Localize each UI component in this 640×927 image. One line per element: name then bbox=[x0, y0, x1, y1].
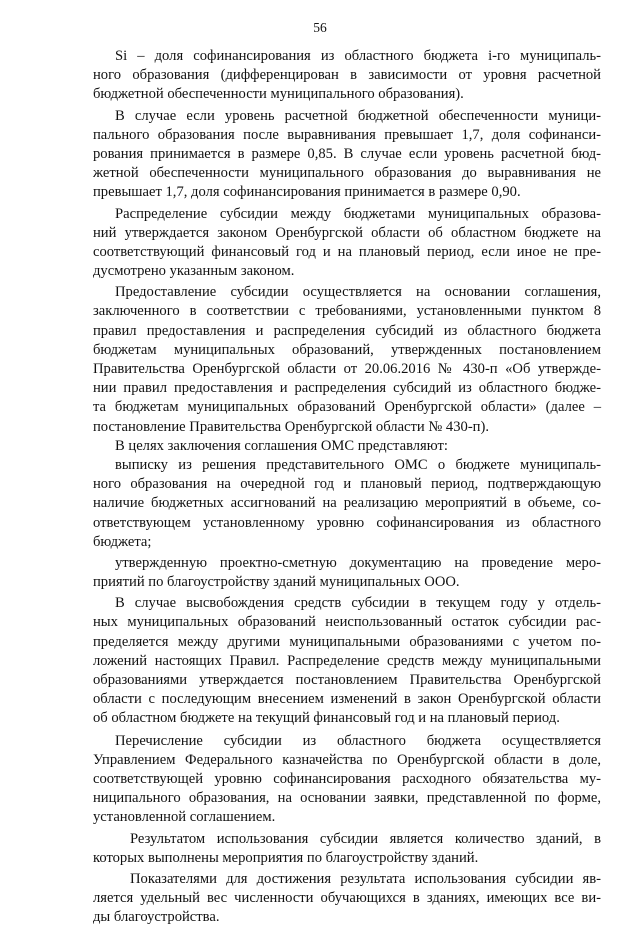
text-line: Перечисление субсидии из областного бюджета осуществляется bbox=[115, 732, 601, 749]
text-line: ответствующем установленному уровню софинансирования из областного bbox=[93, 514, 601, 531]
text-line: нии правил предоставления и распределения субсидий из областного бюдже- bbox=[93, 380, 601, 397]
text-line: Распределение субсидии между бюджетами муниципальных образова- bbox=[115, 205, 601, 222]
text-line: дусмотрено указанным законом. bbox=[93, 263, 295, 280]
paragraph-agreement-basis bbox=[93, 283, 601, 437]
text-line: об областном бюджете на текущий финансовый год и на плановый период. bbox=[93, 710, 560, 727]
text-line: области с последующим внесением изменений в закон Оренбургской области bbox=[93, 691, 601, 708]
text-line: та бюджетам муниципальных образований Оренбургской области» (далее – bbox=[93, 399, 601, 416]
text-line: приятий по благоустройству зданий муниципальных ООО. bbox=[93, 574, 460, 591]
text-line: утвержденную проектно-сметную документацию на проведение меро- bbox=[115, 554, 601, 571]
text-line: заключенного в соответствии с требованиями, установленными пунктом 8 bbox=[93, 303, 601, 320]
text-line: жетной обеспеченности муниципального образования до выравнивания не bbox=[93, 165, 601, 182]
text-line: рования принимается в размере 0,85. В случае если уровень расчетной бюд- bbox=[93, 145, 601, 162]
text-line: В целях заключения соглашения ОМС представляют: bbox=[115, 437, 448, 454]
text-line: ниципального образования, на основании заявки, представленной по форме, bbox=[93, 790, 601, 807]
paragraph-share-levels bbox=[93, 107, 601, 203]
text-line: В случае если уровень расчетной бюджетной обеспеченности муници- bbox=[115, 107, 601, 124]
paragraph-released-funds bbox=[93, 594, 601, 728]
text-line: ний утверждается законом Оренбургской области об областном бюджете на bbox=[93, 224, 601, 241]
text-line: ного образования (дифференцирован в зависимости от уровня расчетной bbox=[93, 67, 601, 84]
text-line: соответствующий финансовый год и на плановый период, если иное не пре- bbox=[93, 243, 601, 260]
text-line: ды благоустройства. bbox=[93, 909, 220, 926]
text-line: правил предоставления и распределения субсидий из областного бюджета bbox=[93, 322, 601, 339]
paragraph-si-definition bbox=[93, 47, 601, 105]
document-body bbox=[93, 47, 601, 927]
text-line: В случае высвобождения средств субсидии в текущем году у отдель- bbox=[115, 595, 601, 612]
text-line: которых выполнены мероприятия по благоустройству зданий. bbox=[93, 849, 479, 866]
paragraph-distribution-law bbox=[93, 205, 601, 282]
text-line: образованиями утверждается постановлением Правительства Оренбургской bbox=[93, 672, 601, 688]
text-line: ложений настоящих Правил. Распределение средств между муниципальными bbox=[93, 652, 601, 669]
text-line: Показателями для достижения результата использования субсидии яв- bbox=[130, 870, 601, 887]
text-line: Предоставление субсидии осуществляется на основании соглашения, bbox=[115, 284, 601, 301]
text-line: ных муниципальных образований неиспользованный остаток субсидии рас- bbox=[93, 614, 601, 631]
text-line: ного образования на очередной год и плановый период, подтверждающую bbox=[93, 476, 601, 493]
text-line: соответствующей уровню софинансирования расходного обязательства му- bbox=[93, 770, 601, 787]
text-line: установленной соглашением. bbox=[93, 809, 276, 826]
paragraph-budget-extract bbox=[93, 456, 601, 552]
text-line: превышает 1,7, доля софинансирования принимается в размере 0,90. bbox=[93, 184, 521, 201]
text-line: постановление Правительства Оренбургской области № 430-п). bbox=[93, 418, 490, 435]
paragraph-transfer bbox=[93, 732, 601, 828]
text-line: Правительства Оренбургской области от 20.06.2016 № 430-п «Об утвержде- bbox=[93, 361, 601, 377]
text-line: ляется удельный вес численности обучающихся в зданиях, имеющих все ви- bbox=[93, 890, 601, 907]
text-line: бюджета; bbox=[93, 533, 152, 550]
paragraph-result bbox=[93, 830, 601, 868]
paragraph-design-docs bbox=[93, 554, 601, 592]
text-line: наличие бюджетных ассигнований на реализацию мероприятий в объеме, со- bbox=[93, 495, 601, 512]
text-line: бюджетам муниципальных образований, утвержденных постановлением bbox=[93, 341, 601, 358]
text-line: пределяется между другими муниципальными образованиями с учетом по- bbox=[93, 633, 601, 650]
text-line: пального образования после выравнивания превышает 1,7, доля софинанси- bbox=[93, 126, 601, 143]
text-line: выписку из решения представительного ОМС о бюджете муниципаль- bbox=[115, 456, 601, 473]
text-line: Управлением Федерального казначейства по Оренбургской области в доле, bbox=[93, 751, 601, 768]
text-line: бюджетной обеспеченности муниципального образования). bbox=[93, 86, 464, 103]
paragraph-indicators bbox=[93, 870, 601, 927]
text-line: Результатом использования субсидии является количество зданий, в bbox=[130, 830, 601, 847]
paragraph-oms-submit bbox=[93, 437, 601, 456]
page-number: 56 bbox=[313, 20, 327, 35]
text-line: Si – доля софинансирования из областного бюджета i-го муниципаль- bbox=[115, 48, 601, 64]
